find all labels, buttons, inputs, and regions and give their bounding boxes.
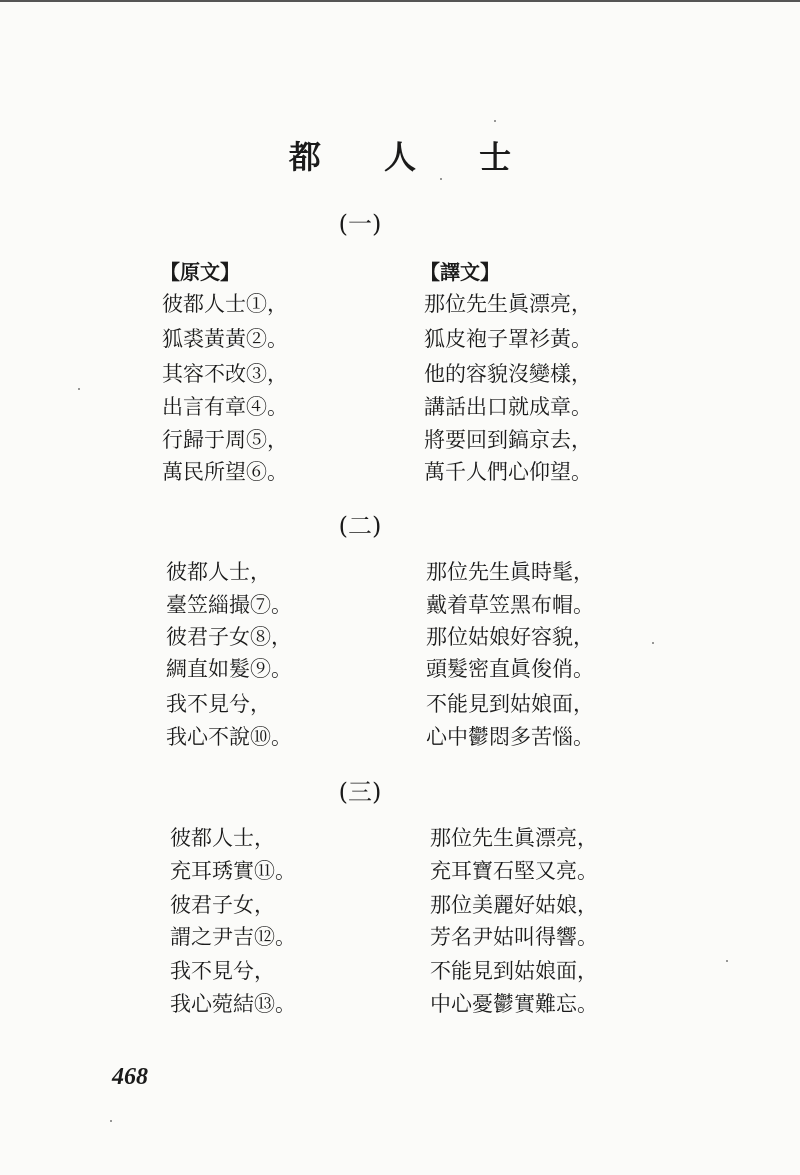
page-number: 468 [112, 1064, 148, 1090]
translation-line: 他的容貌沒變樣， [424, 362, 592, 386]
translation-line: 那位先生眞時髦， [426, 560, 594, 584]
translation-line: 萬千人們心仰望。 [424, 460, 592, 484]
original-line: 充耳琇實⑪。 [170, 859, 296, 883]
scan-speck [78, 388, 80, 390]
translation-line: 那位美麗好姑娘， [430, 893, 598, 917]
top-border [0, 0, 800, 2]
translation-line: 心中鬱悶多苦惱。 [426, 725, 594, 749]
original-line: 萬民所望⑥。 [162, 460, 288, 484]
original-line: 彼君子女⑧， [166, 625, 292, 649]
original-line: 彼都人士， [166, 560, 271, 584]
scan-speck [440, 178, 442, 180]
translation-header: 【譯文】 [420, 260, 500, 284]
original-line: 綢直如髮⑨。 [166, 657, 292, 681]
translation-line: 芳名尹姑叫得響。 [430, 925, 598, 949]
original-line: 行歸于周⑤， [162, 428, 288, 452]
poem-title: 都 人 士 [288, 138, 538, 176]
translation-line: 不能見到姑娘面， [430, 959, 598, 983]
original-text-header: 【原文】 [160, 260, 240, 284]
translation-line: 那位先生眞漂亮， [430, 826, 598, 850]
original-line: 我不見兮， [166, 692, 271, 716]
original-line: 彼都人士， [170, 826, 275, 850]
scan-speck [726, 960, 728, 962]
original-line: 我不見兮， [170, 959, 275, 983]
translation-line: 那位姑娘好容貌， [426, 625, 594, 649]
original-line: 彼君子女， [170, 893, 275, 917]
translation-line: 戴着草笠黑布帽。 [426, 593, 594, 617]
original-line: 其容不改③， [162, 362, 288, 386]
translation-line: 狐皮袍子罩衫黃。 [424, 327, 592, 351]
section-number-3: (三) [338, 778, 382, 806]
scan-speck [110, 1120, 112, 1122]
translation-line: 中心憂鬱實難忘。 [430, 992, 598, 1016]
original-line: 出言有章④。 [162, 395, 288, 419]
translation-line: 不能見到姑娘面， [426, 692, 594, 716]
original-line: 謂之尹吉⑫。 [170, 925, 296, 949]
translation-line: 充耳寶石堅又亮。 [430, 859, 598, 883]
section-number-1: (一) [338, 210, 382, 238]
original-line: 我心不說⑩。 [166, 725, 292, 749]
translation-line: 那位先生眞漂亮， [424, 292, 592, 316]
original-line: 我心菀結⑬。 [170, 992, 296, 1016]
original-line: 臺笠緇撮⑦。 [166, 593, 292, 617]
original-line: 狐裘黃黃②。 [162, 327, 288, 351]
translation-line: 講話出口就成章。 [424, 395, 592, 419]
scan-speck [494, 120, 496, 122]
translation-line: 將要回到鎬京去， [424, 428, 592, 452]
translation-line: 頭髮密直眞俊俏。 [426, 657, 594, 681]
section-number-2: (二) [338, 512, 382, 540]
original-line: 彼都人士①， [162, 292, 288, 316]
scan-speck [652, 642, 654, 644]
